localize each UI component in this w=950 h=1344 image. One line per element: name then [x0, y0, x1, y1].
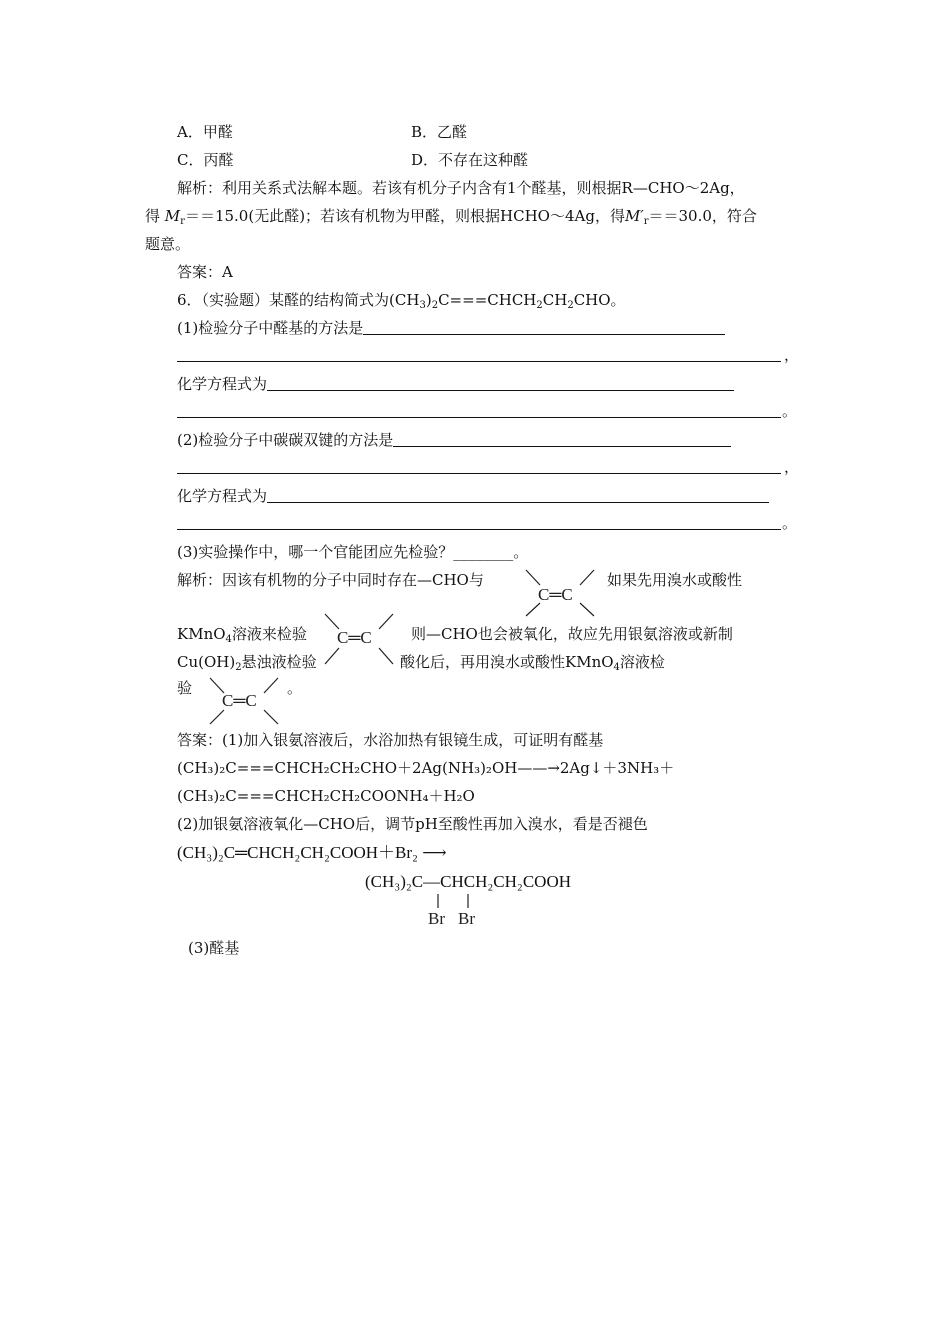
mr-symbol: M: [164, 207, 181, 225]
analysis2-line2-post: 则—CHO也会被氧化，故应先用银氨溶液或新制: [411, 625, 733, 643]
cc-double-bond-structure-3: [208, 676, 280, 724]
stem-part: CH: [542, 291, 568, 309]
q1-answer-blank-2[interactable]: [177, 346, 781, 362]
question6-eq2: [177, 486, 769, 506]
analysis2-line3-end: 溶液检: [619, 653, 665, 671]
eq1-label: 化学方程式为: [177, 375, 268, 393]
mr-sub: r: [180, 216, 185, 227]
stem-part: CHO。: [573, 291, 626, 309]
analysis2-line3-post: [400, 652, 665, 672]
cc-label: C═C: [337, 628, 372, 647]
cc-label: C═C: [538, 585, 573, 604]
question6-q3: (3)实验操作中，哪一个官能团应先检验？________。: [177, 543, 529, 561]
analysis1-line3: 题意。: [145, 235, 191, 253]
kmno4-sub-2: 4: [613, 662, 620, 673]
stem-part: ): [425, 291, 432, 309]
q1-answer-blank[interactable]: [363, 319, 725, 335]
answer2-part3: (3)醛基: [188, 939, 240, 957]
analysis1-line2-pre: 得: [145, 207, 161, 225]
analysis1-line2: [145, 206, 757, 226]
br-label-2: Br: [458, 909, 475, 928]
answer2-part2: (2)加银氨溶液氧化—CHO后，调节pH至酸性再加入溴水，看是否褪色: [177, 815, 648, 833]
eq2-answer-blank[interactable]: [267, 487, 769, 503]
kmno4-sub: 4: [225, 634, 232, 645]
cuoh2-text: Cu(OH): [177, 653, 236, 671]
cc-double-bond-structure-1: [524, 566, 596, 614]
cuoh2-sub: 2: [235, 662, 242, 673]
analysis2-line3-post-text: 酸化后，再用溴水或酸性KMnO: [400, 653, 614, 671]
question6-eq1: [177, 374, 734, 394]
eq2-label: 化学方程式为: [177, 487, 268, 505]
cc-double-bond-structure-2: [323, 612, 395, 664]
analysis1-line2-mid: ＝＝15.0(无此醛)；若该有机物为甲醛，则根据HCHO～4Ag，得: [184, 207, 625, 225]
analysis1-line1: 解析：利用关系式法解本题。若该有机分子内含有1个醛基，则根据R—CHO～2Ag，: [177, 179, 745, 197]
q2-comma: ，: [784, 458, 800, 476]
q2-answer-blank-2[interactable]: [177, 458, 781, 474]
eq1-period: 。: [782, 402, 798, 420]
stem-sub: 2: [536, 300, 543, 311]
answer2-eq2: (CH₃)₂C===CHCH₂CH₂COONH₄＋H₂O: [177, 787, 475, 805]
stem-sub: 3: [419, 300, 426, 311]
option-a: A．甲醛: [177, 123, 233, 141]
q2-label: (2)检验分子中碳碳双键的方法是: [177, 431, 394, 449]
option-c: C．丙醛: [177, 151, 234, 169]
analysis2-line2-mid: 溶液来检验: [231, 625, 307, 643]
analysis2-line2-pre: [177, 624, 307, 644]
stem-part: C===CHCH: [438, 291, 537, 309]
answer2-eq1: (CH₃)₂C===CHCH₂CH₂CHO＋2Ag(NH₃)₂OH——→2Ag↓＋3NH₃＋: [177, 759, 675, 777]
answer2-part1: 答案：(1)加入银氨溶液后，水浴加热有银镜生成，可证明有醛基: [177, 731, 604, 749]
answer1: 答案：A: [177, 263, 233, 281]
stem-part: 6．（实验题）某醛的结构简式为(CH: [177, 291, 420, 309]
mr-prime-symbol: M′: [624, 207, 644, 225]
option-b: B．乙醛: [411, 123, 468, 141]
answer2-eq3: (CH₃)₂C═CHCH₂CH₂COOH＋Br₂ ⟶: [177, 843, 447, 862]
answer2-eq4: (CH₃)₂C—CHCH₂CH₂COOH: [365, 872, 572, 891]
analysis2-line4-pre: 验: [177, 679, 193, 697]
question6-q1: [177, 318, 725, 338]
stem-sub: 2: [431, 300, 439, 311]
eq1-answer-blank-2[interactable]: [177, 402, 781, 418]
analysis2-line3-pre: [177, 652, 317, 672]
q1-label: (1)检验分子中醛基的方法是: [177, 319, 364, 337]
br-label-1: Br: [428, 909, 445, 928]
question6-q2: [177, 430, 731, 450]
cc-label: C═C: [222, 691, 257, 710]
analysis2-line1-pre: 解析：因该有机物的分子中同时存在—CHO与: [177, 571, 484, 589]
analysis2-line3-mid: 悬浊液检验: [241, 653, 317, 671]
kmno4-text: KMnO: [177, 625, 226, 643]
analysis2-line1-post: 如果先用溴水或酸性: [607, 571, 743, 589]
eq2-period: 。: [782, 514, 798, 532]
analysis2-line4-post: 。: [287, 679, 303, 697]
q2-answer-blank[interactable]: [393, 431, 731, 447]
stem-sub: 2: [567, 300, 574, 311]
analysis1-line2-end: ＝＝30.0，符合: [648, 207, 757, 225]
q1-comma: ，: [784, 346, 800, 364]
dibromo-substituent: [420, 892, 490, 928]
eq1-answer-blank[interactable]: [267, 375, 734, 391]
option-d: D．不存在这种醛: [411, 151, 529, 169]
eq2-answer-blank-2[interactable]: [177, 514, 781, 530]
question6-stem: [177, 290, 626, 310]
mr-prime-sub: r: [643, 216, 649, 227]
